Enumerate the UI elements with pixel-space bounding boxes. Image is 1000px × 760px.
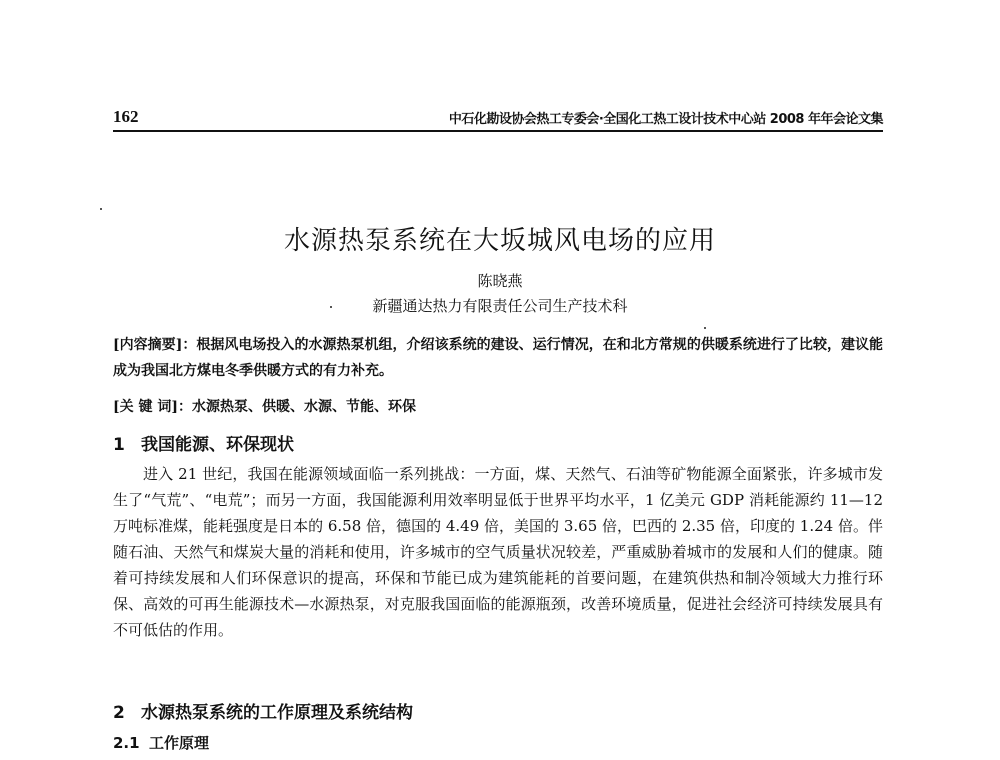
section-number: 2 xyxy=(113,703,125,723)
abstract-label: [内容摘要]： xyxy=(113,337,197,353)
header-rule xyxy=(113,130,883,132)
section-title: 水源热泵系统的工作原理及系统结构 xyxy=(141,703,413,723)
keywords-text: 水源热泵、供暖、水源、节能、环保 xyxy=(192,399,416,415)
section-number: 1 xyxy=(113,435,125,455)
page-number: 162 xyxy=(113,107,139,126)
subsection-title: 工作原理 xyxy=(149,734,210,752)
subsection-number: 2.1 xyxy=(113,734,140,752)
section-heading-2 xyxy=(113,698,883,723)
keywords-label: [关 键 词]： xyxy=(113,399,192,415)
abstract xyxy=(113,332,883,384)
section-heading-1 xyxy=(113,430,883,455)
running-header xyxy=(113,107,883,131)
running-head: 中石化勘设协会热工专委会·全国化工热工设计技术中心站 2008 年年会论文集 xyxy=(448,112,883,127)
section-title: 我国能源、环保现状 xyxy=(141,435,294,455)
author-name: 陈晓燕 xyxy=(477,272,523,290)
body-paragraph: 进入 21 世纪，我国在能源领域面临一系列挑战：一方面，煤、天然气、石油等矿物能源全面紧张，许多城市发生了“气荒”、“电荒”；而另一方面，我国能源利用效率明显低于世界平均水平，1 亿美元 GDP 消耗能源约 11—12 万吨标准煤，能耗强度是日本的 6.58 倍，德国的 4.49 倍，美国的 3.65 倍，巴西的 2.35 倍，印度的 1.24 倍。伴随石油、天然气和煤炭大量的消耗和使用，许多城市的空气质量状况较差，严重威胁着城市的发展和人们的健康。随着可持续发展和人们环保意识的提高，环保和节能已成为建筑能耗的首要问题，在建筑供热和制冷领域大力推行环保、高效的可再生能源技术—水源热泵，对克服我国面临的能源瓶颈，改善环境质量，促进社会经济可持续发展具有不可低估的作用。 xyxy=(113,465,883,639)
author-affiliation: 新疆通达热力有限责任公司生产技术科 xyxy=(372,297,628,315)
scan-speck xyxy=(704,327,706,329)
subsection-heading-2-1 xyxy=(113,732,883,753)
scan-speck xyxy=(100,208,102,210)
abstract-text: 根据风电场投入的水源热泵机组，介绍该系统的建设、运行情况，在和北方常规的供暖系统进行了比较，建议能成为我国北方煤电冬季供暖方式的有力补充。 xyxy=(113,337,883,379)
keywords xyxy=(113,394,883,420)
article-title: 水源热泵系统在大坂城风电场的应用 xyxy=(283,226,716,256)
